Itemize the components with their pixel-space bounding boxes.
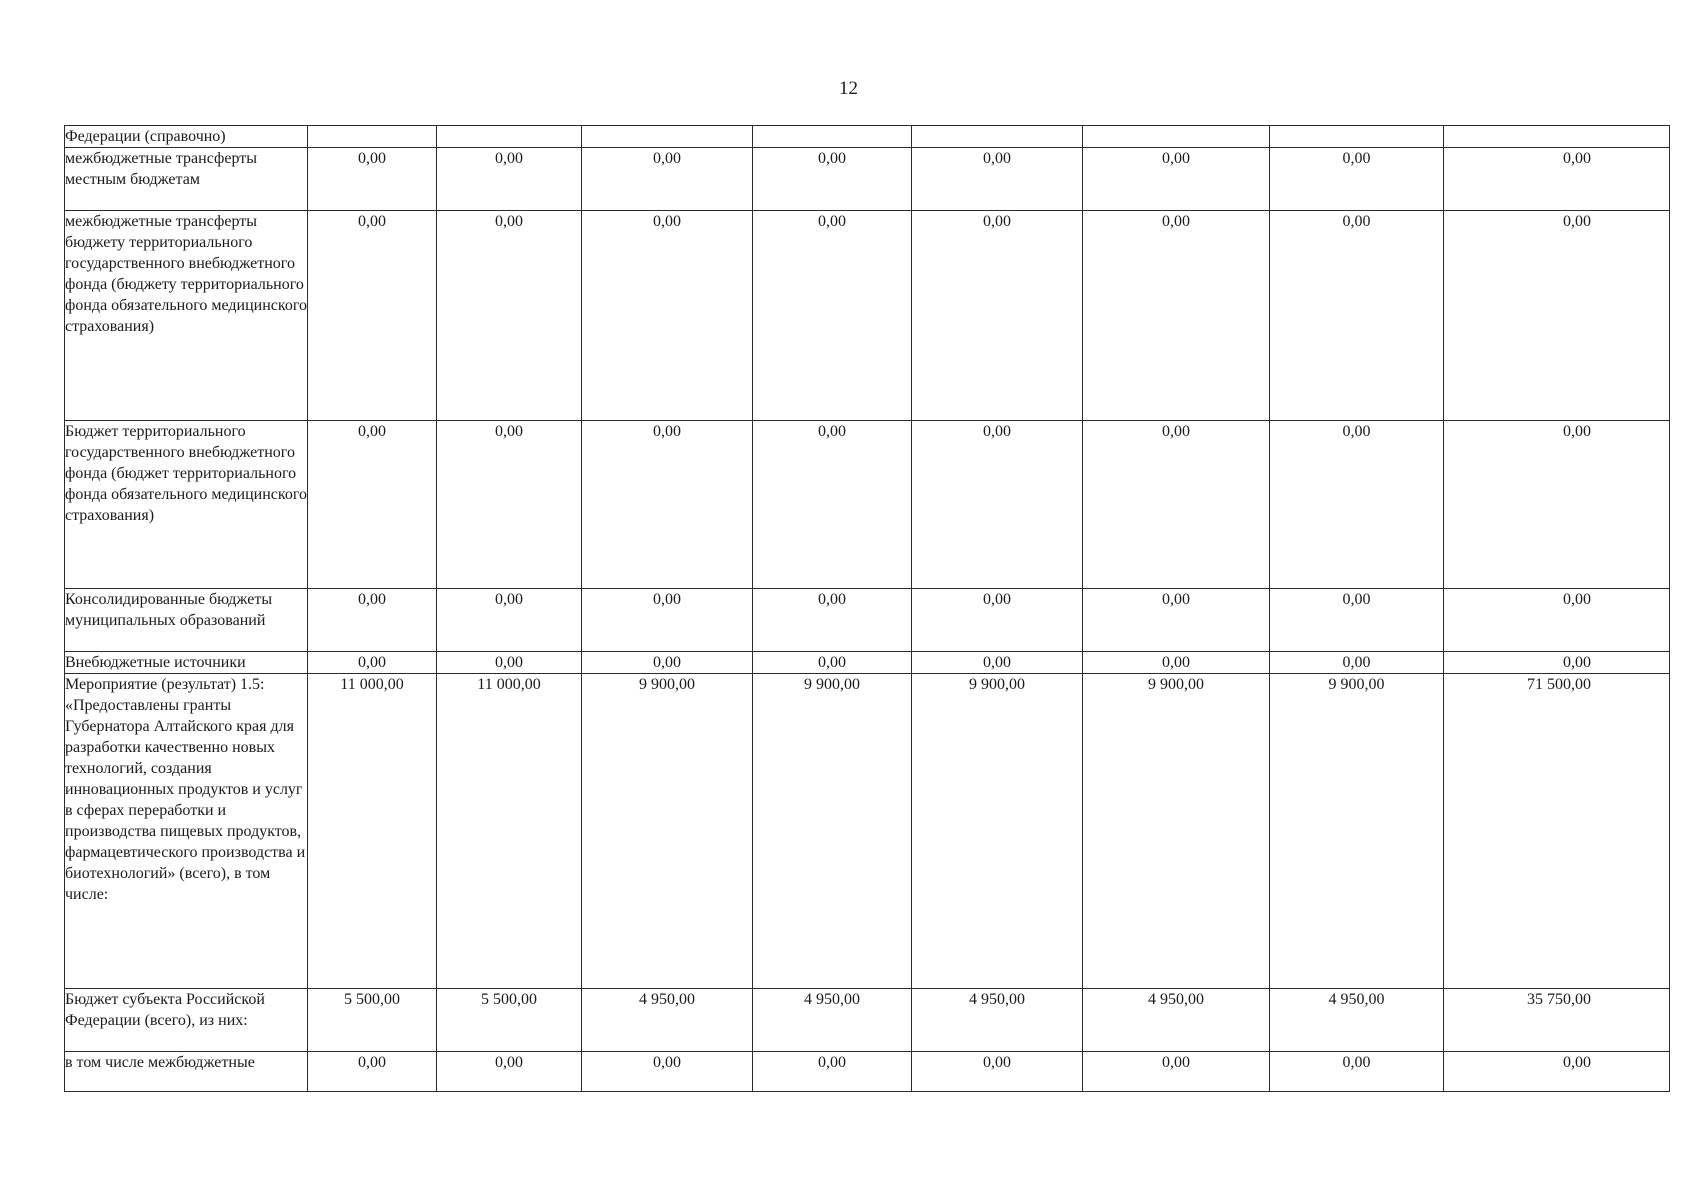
table-row: [65, 589, 1670, 652]
table-row: [65, 674, 1670, 989]
row-label: Консолидированные бюджеты муниципальных образований: [65, 589, 308, 652]
table-row: [65, 211, 1670, 421]
value-cell: 0,00: [753, 421, 912, 589]
value-cell: 0,00: [1270, 421, 1444, 589]
row-label: Бюджет территориального государственного внебюджетного фонда (бюджет территориального фонда обязательного медицинского страхования): [65, 421, 308, 589]
value-cell: 0,00: [1083, 589, 1270, 652]
value-cell: 0,00: [1270, 148, 1444, 211]
table-row: [65, 148, 1670, 211]
value-cell: 0,00: [753, 1052, 912, 1092]
value-cell: 0,00: [1444, 1052, 1670, 1092]
value-cell: 0,00: [437, 148, 582, 211]
value-cell: [1444, 126, 1670, 148]
value-cell: 0,00: [1270, 652, 1444, 674]
value-cell: 35 750,00: [1444, 989, 1670, 1052]
value-cell: 4 950,00: [582, 989, 753, 1052]
value-cell: 0,00: [582, 652, 753, 674]
value-cell: 0,00: [753, 211, 912, 421]
value-cell: 0,00: [582, 1052, 753, 1092]
value-cell: 4 950,00: [753, 989, 912, 1052]
value-cell: 0,00: [1444, 589, 1670, 652]
value-cell: 0,00: [1444, 421, 1670, 589]
value-cell: 0,00: [1083, 211, 1270, 421]
value-cell: 0,00: [437, 1052, 582, 1092]
value-cell: 4 950,00: [912, 989, 1083, 1052]
table-row: [65, 421, 1670, 589]
value-cell: 0,00: [912, 148, 1083, 211]
value-cell: 0,00: [753, 652, 912, 674]
table-row: [65, 126, 1670, 148]
value-cell: 9 900,00: [1270, 674, 1444, 989]
value-cell: 0,00: [308, 589, 437, 652]
value-cell: 0,00: [582, 421, 753, 589]
value-cell: 0,00: [308, 1052, 437, 1092]
value-cell: 5 500,00: [437, 989, 582, 1052]
value-cell: 0,00: [912, 421, 1083, 589]
value-cell: [912, 126, 1083, 148]
value-cell: [1083, 126, 1270, 148]
value-cell: 0,00: [1444, 652, 1670, 674]
value-cell: 9 900,00: [1083, 674, 1270, 989]
value-cell: [308, 126, 437, 148]
value-cell: 0,00: [582, 211, 753, 421]
value-cell: 0,00: [912, 652, 1083, 674]
value-cell: 0,00: [1083, 652, 1270, 674]
row-label: Внебюджетные источники: [65, 652, 308, 674]
value-cell: 0,00: [308, 421, 437, 589]
value-cell: 9 900,00: [912, 674, 1083, 989]
value-cell: 0,00: [912, 589, 1083, 652]
value-cell: [437, 126, 582, 148]
value-cell: 0,00: [753, 589, 912, 652]
page-number: 12: [839, 78, 858, 99]
value-cell: 5 500,00: [308, 989, 437, 1052]
row-label: в том числе межбюджетные: [65, 1052, 308, 1092]
row-label: Бюджет субъекта Российской Федерации (всего), из них:: [65, 989, 308, 1052]
value-cell: 0,00: [437, 421, 582, 589]
value-cell: 0,00: [1083, 421, 1270, 589]
value-cell: 0,00: [308, 148, 437, 211]
value-cell: 0,00: [1444, 148, 1670, 211]
value-cell: 9 900,00: [582, 674, 753, 989]
value-cell: 0,00: [308, 652, 437, 674]
budget-table: [64, 125, 1670, 1092]
value-cell: 0,00: [1444, 211, 1670, 421]
value-cell: 0,00: [753, 148, 912, 211]
table-row: [65, 1052, 1670, 1092]
value-cell: 0,00: [437, 211, 582, 421]
value-cell: 11 000,00: [437, 674, 582, 989]
value-cell: 0,00: [582, 148, 753, 211]
value-cell: [753, 126, 912, 148]
value-cell: 9 900,00: [753, 674, 912, 989]
value-cell: 0,00: [1270, 589, 1444, 652]
row-label: межбюджетные трансферты местным бюджетам: [65, 148, 308, 211]
value-cell: 0,00: [437, 652, 582, 674]
value-cell: 71 500,00: [1444, 674, 1670, 989]
value-cell: 0,00: [912, 1052, 1083, 1092]
value-cell: 0,00: [308, 211, 437, 421]
row-label: Федерации (справочно): [65, 126, 308, 148]
value-cell: 0,00: [1083, 148, 1270, 211]
value-cell: 11 000,00: [308, 674, 437, 989]
value-cell: 0,00: [912, 211, 1083, 421]
value-cell: 4 950,00: [1270, 989, 1444, 1052]
value-cell: [1270, 126, 1444, 148]
value-cell: 4 950,00: [1083, 989, 1270, 1052]
value-cell: 0,00: [1270, 211, 1444, 421]
row-label: Мероприятие (результат) 1.5: «Предоставлены гранты Губернатора Алтайского края для разработки качественно новых технологий, создания инновационных продуктов и услуг в сферах переработки и производства пищевых продуктов, фармацевтического производства и биотехнологий» (всего), в том числе:: [65, 674, 308, 989]
row-label: межбюджетные трансферты бюджету территориального государственного внебюджетного фонда (бюджету территориального фонда обязательного медицинского страхования): [65, 211, 308, 421]
table-row: [65, 652, 1670, 674]
value-cell: 0,00: [1270, 1052, 1444, 1092]
value-cell: 0,00: [1083, 1052, 1270, 1092]
value-cell: 0,00: [437, 589, 582, 652]
value-cell: [582, 126, 753, 148]
value-cell: 0,00: [582, 589, 753, 652]
table-row: [65, 989, 1670, 1052]
